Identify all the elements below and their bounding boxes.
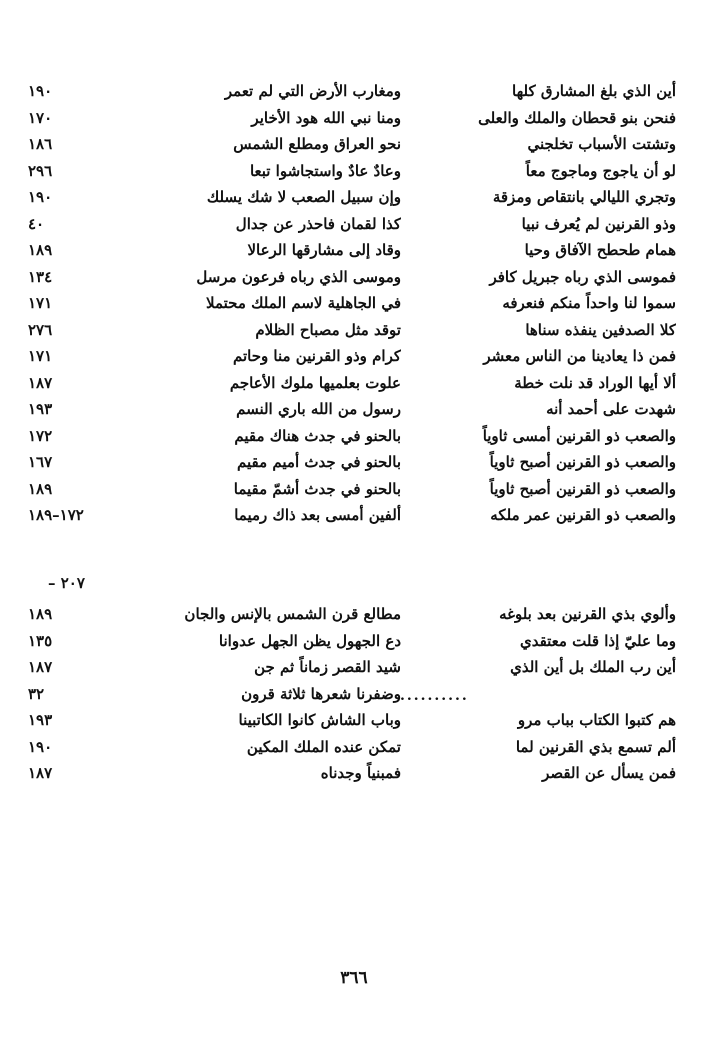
page-reference: ١٣٥ <box>28 631 53 650</box>
verse-index-section-2 <box>28 601 676 787</box>
verse-first-hemistich: لو أن ياجوج وماجوج معاً <box>525 161 676 180</box>
verse-row <box>28 78 676 105</box>
verse-second-hemistich: وإن سبيل الصعب لا شك يسلك <box>206 188 401 206</box>
verse-second-hemistich: وعادٌ عادٌ واستجاشوا تبعا <box>249 161 401 180</box>
verse-row <box>28 184 676 211</box>
verse-row <box>28 211 676 238</box>
verse-second-hemistich: وموسى الذي رباه فرعون مرسل <box>196 267 401 286</box>
page-reference: ١٨٩ <box>28 605 53 623</box>
verse-second-hemistich: ومغارب الأرض التي لم تعمر <box>224 82 401 100</box>
verse-row <box>28 476 676 503</box>
verse-second-hemistich: علوت بعلميها ملوك الأعاجم <box>229 373 401 392</box>
verse-row <box>28 601 676 628</box>
verse-second-hemistich: وضفرنا شعرها ثلاثة قرون <box>241 684 401 703</box>
page-reference: ١٧١ <box>28 347 53 365</box>
page-reference: ١٩٣ <box>28 400 53 418</box>
verse-first-hemistich: فمن ذا يعادينا من الناس معشر <box>483 347 676 365</box>
page-reference: ١٩٠ <box>28 82 53 100</box>
verse-second-hemistich: بالحنو في جدث أشمّ مقيما <box>233 479 401 498</box>
verse-second-hemistich: بالحنو في جدث هناك مقيم <box>234 426 401 445</box>
page-reference: ١٩٣ <box>28 711 53 729</box>
verse-row <box>28 628 676 655</box>
verse-row <box>28 237 676 264</box>
verse-first-hemistich: ألم تسمع بذي القرنين لما <box>515 737 676 756</box>
verse-first-hemistich: أين رب الملك بل أين الذي <box>510 658 676 676</box>
page-reference: ١٩٠ <box>28 188 53 206</box>
page-reference: ١٣٤ <box>28 267 53 286</box>
verse-second-hemistich: فمبنياً وجدناه <box>320 764 401 782</box>
verse-second-hemistich: ومنا نبي الله هود الأخاير <box>251 108 401 127</box>
verse-row <box>28 396 676 423</box>
verse-first-hemistich: وألوي بذي القرنين بعد بلوغه <box>499 605 676 623</box>
verse-first-hemistich: ألا أيها الوراد قد نلت خطة <box>514 373 676 392</box>
verse-row <box>28 502 676 529</box>
page-reference: ١٦٧ <box>28 453 53 471</box>
verse-first-hemistich: فموسى الذي رباه جبريل كافر <box>489 267 676 286</box>
page-reference: ١٨٧ <box>28 764 53 782</box>
page-reference: ١٧٠ <box>28 108 53 127</box>
verse-second-hemistich: رسول من الله باري النسم <box>236 400 401 418</box>
verse-first-hemistich: والصعب ذو القرنين أمسى ثاوياً <box>482 426 676 445</box>
page-reference: ٤٠ <box>28 214 45 233</box>
verse-first-hemistich: سموا لنا واحداً منكم فنعرفه <box>502 294 676 312</box>
verse-second-hemistich: نحو العراق ومطلع الشمس <box>233 135 401 153</box>
verse-second-hemistich: وقاد إلى مشارقها الرعالا <box>247 241 401 259</box>
verse-first-hemistich: والصعب ذو القرنين عمر ملكه <box>490 506 676 524</box>
page-number: ٣٦٦ <box>340 968 368 988</box>
verse-row <box>28 449 676 476</box>
page-ref-continuation: – ٢٠٧ <box>48 574 85 592</box>
verse-second-hemistich: بالحنو في جدث أميم مقيم <box>237 453 401 471</box>
verse-second-hemistich: ألفين أمسى بعد ذاك رميما <box>234 506 401 524</box>
verse-first-hemistich: هم كتبوا الكتاب بباب مرو <box>517 711 676 729</box>
verse-row <box>28 264 676 291</box>
verse-first-hemistich: فنحن بنو قحطان والملك والعلى <box>478 108 676 127</box>
page-reference: ١٨٩ <box>28 241 53 259</box>
verse-second-hemistich: مطالع قرن الشمس بالإنس والجان <box>184 605 401 623</box>
verse-row <box>28 317 676 344</box>
verse-first-hemistich: كلا الصدفين ينفذه سناها <box>525 320 676 339</box>
page-reference: ٢٩٦ <box>28 161 53 180</box>
verse-row <box>28 105 676 132</box>
verse-row <box>28 370 676 397</box>
verse-second-hemistich: شيد القصر زماناً ثم جن <box>254 658 401 676</box>
page-reference: ١٩٠ <box>28 737 53 756</box>
ellipsis-line: .......... <box>400 688 469 704</box>
page-reference: ٣٢ <box>28 684 45 703</box>
page-reference: ١٧٢ <box>28 426 53 445</box>
verse-row <box>28 158 676 185</box>
page-reference: ١٧٢–١٨٩ <box>28 506 84 524</box>
verse-row <box>28 707 676 734</box>
verse-second-hemistich: في الجاهلية لاسم الملك محتملا <box>206 294 401 312</box>
verse-row <box>28 290 676 317</box>
verse-second-hemistich: وباب الشاش كانوا الكاتبينا <box>238 711 401 729</box>
verse-index-section-1 <box>28 78 676 529</box>
verse-second-hemistich: دع الجهول يظن الجهل عدوانا <box>218 631 401 650</box>
verse-row <box>28 131 676 158</box>
page-reference: ١٨٦ <box>28 135 53 153</box>
verse-row <box>28 654 676 681</box>
verse-second-hemistich: كذا لقمان فاحذر عن جدال <box>235 214 401 233</box>
verse-second-hemistich: كرام وذو القرنين منا وحاتم <box>232 347 401 365</box>
verse-first-hemistich: شهدت على أحمد أنه <box>546 400 676 418</box>
verse-first-hemistich: وتجري الليالي بانتقاص ومزقة <box>492 188 676 206</box>
page-reference: ٢٧٦ <box>28 320 53 339</box>
verse-first-hemistich: همام طحطح الآفاق وحيا <box>524 241 676 259</box>
verse-first-hemistich: فمن يسأل عن القصر <box>542 764 676 782</box>
verse-first-hemistich: والصعب ذو القرنين أصبح ثاوياً <box>489 453 676 471</box>
verse-row <box>28 760 676 787</box>
verse-second-hemistich: تمكن عنده الملك المكين <box>246 737 401 756</box>
verse-row <box>28 423 676 450</box>
verse-row <box>28 681 676 708</box>
verse-row <box>28 734 676 761</box>
page-reference: ١٧١ <box>28 294 53 312</box>
verse-first-hemistich: والصعب ذو القرنين أصبح ثاوياً <box>489 479 676 498</box>
page-reference: ١٨٧ <box>28 658 53 676</box>
page-reference: ١٨٧ <box>28 373 53 392</box>
verse-row <box>28 343 676 370</box>
verse-first-hemistich: وتشتت الأسباب تخلجني <box>527 135 676 153</box>
verse-first-hemistich: وذو القرنين لم يُعرف نبيا <box>521 214 676 233</box>
verse-second-hemistich: توقد مثل مصباح الظلام <box>255 320 401 339</box>
page-reference: ١٨٩ <box>28 479 53 498</box>
verse-first-hemistich: وما عليّ إذا قلت معتقدي <box>519 631 676 650</box>
verse-first-hemistich: أين الذي بلغ المشارق كلها <box>512 82 676 100</box>
